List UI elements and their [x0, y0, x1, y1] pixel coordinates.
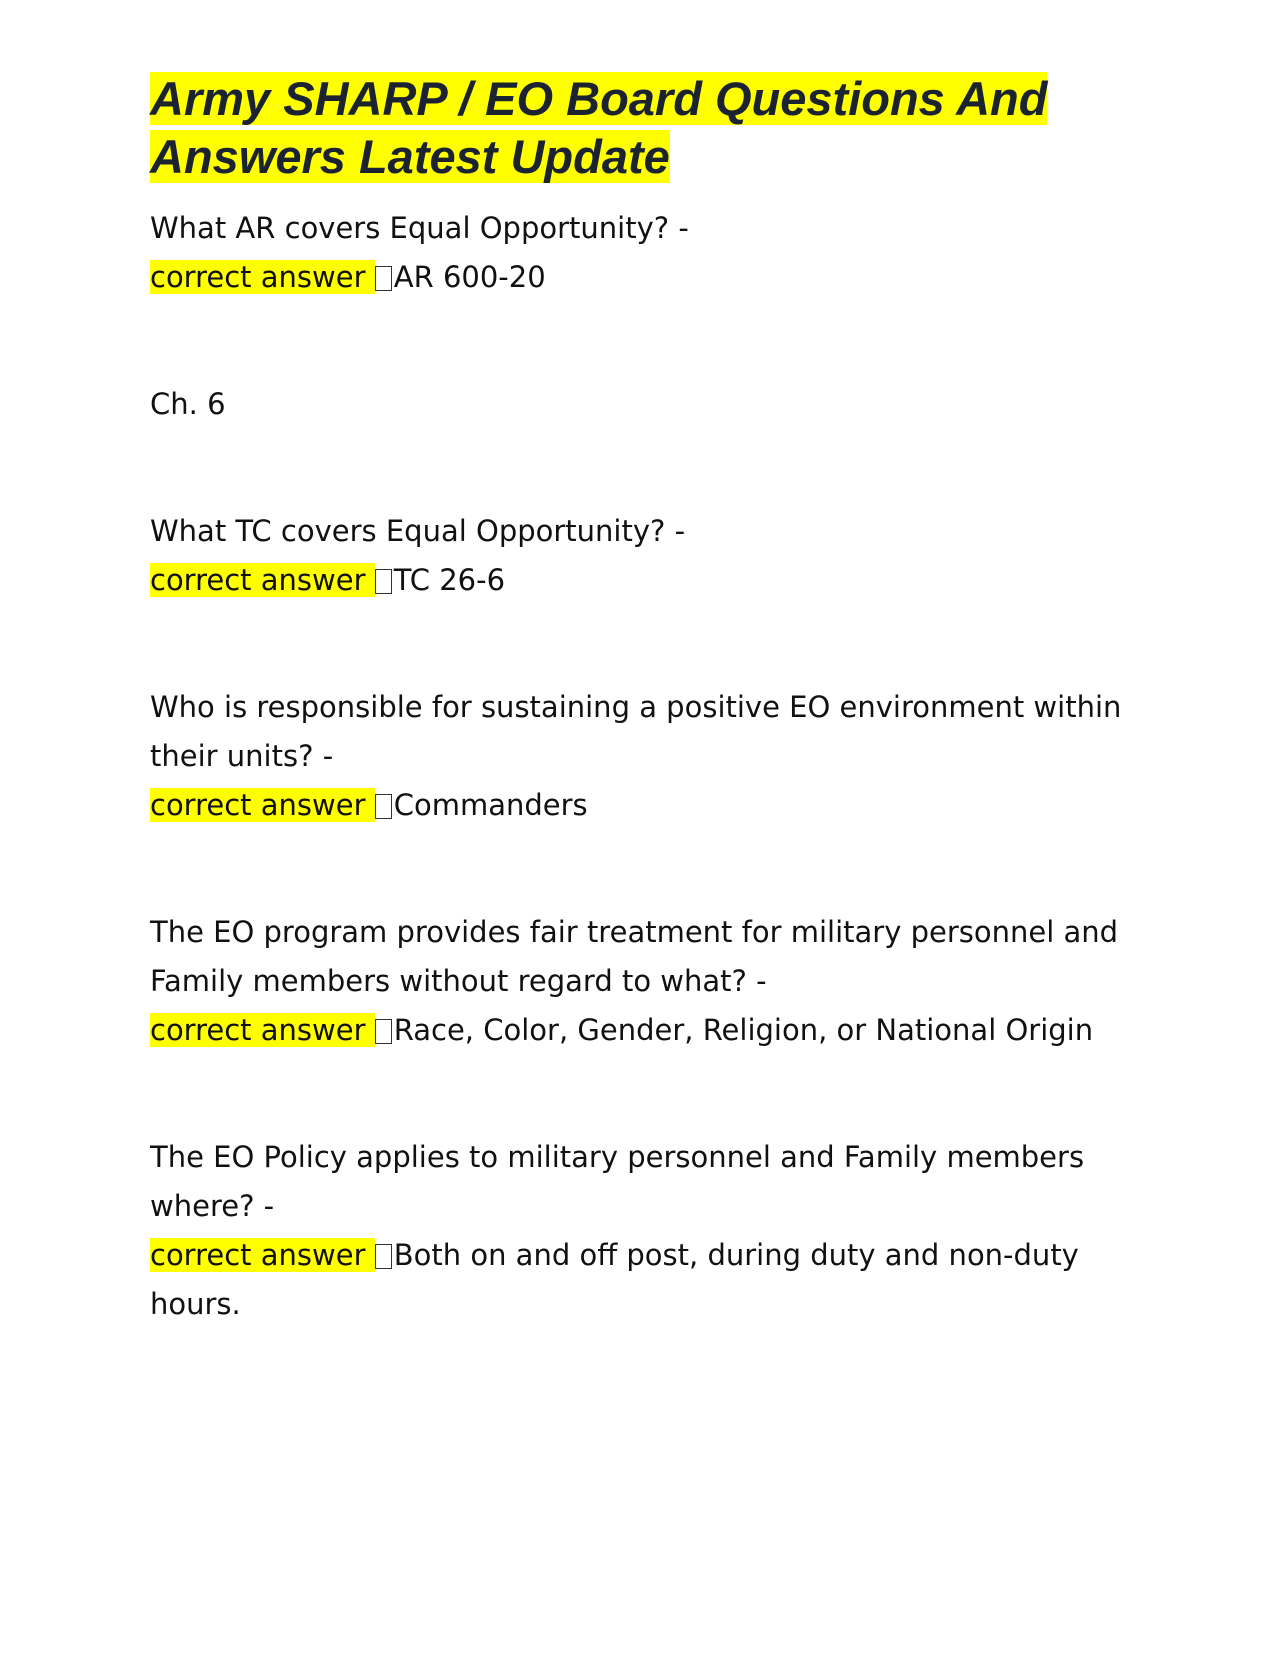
- question-text: The EO Policy applies to military personnel and Family members where? -: [150, 1140, 1085, 1223]
- correct-answer-label: correct answer: [150, 260, 375, 294]
- qa-item: [150, 507, 1130, 605]
- answer-line: [150, 781, 1130, 830]
- document-title: Army SHARP / EO Board Questions And Answers Latest Update: [150, 72, 1048, 183]
- correct-answer-label: correct answer: [150, 563, 375, 597]
- missing-glyph-icon: [375, 1019, 392, 1044]
- answer-line: [150, 1231, 1130, 1329]
- correct-answer-label: correct answer: [150, 1013, 375, 1047]
- answer-text: AR 600-20: [393, 260, 546, 294]
- answer-text: Both on and off post, during duty and non-duty hours.: [150, 1238, 1079, 1321]
- answer-line: [150, 556, 1130, 605]
- question-text: What AR covers Equal Opportunity? -: [150, 211, 689, 245]
- question-text: Who is responsible for sustaining a positive EO environment within their units? -: [150, 690, 1122, 773]
- question-text: The EO program provides fair treatment for military personnel and Family members without regard to what? -: [150, 915, 1119, 998]
- correct-answer-label: correct answer: [150, 1238, 375, 1272]
- question-text: What TC covers Equal Opportunity? -: [150, 514, 686, 548]
- qa-item: [150, 908, 1130, 1055]
- answer-text: Commanders: [393, 788, 588, 822]
- missing-glyph-icon: [375, 266, 392, 291]
- document-page: [150, 70, 1130, 1329]
- missing-glyph-icon: [375, 1244, 392, 1269]
- answer-text: TC 26-6: [393, 563, 506, 597]
- correct-answer-label: correct answer: [150, 788, 375, 822]
- answer-text: Race, Color, Gender, Religion, or National Origin: [393, 1013, 1094, 1047]
- missing-glyph-icon: [375, 569, 392, 594]
- answer-line: [150, 253, 1130, 302]
- qa-item: [150, 204, 1130, 429]
- answer-line: [150, 1006, 1130, 1055]
- qa-item: [150, 1133, 1130, 1329]
- missing-glyph-icon: [375, 794, 392, 819]
- qa-item: [150, 683, 1130, 830]
- answer-note: Ch. 6: [150, 387, 226, 421]
